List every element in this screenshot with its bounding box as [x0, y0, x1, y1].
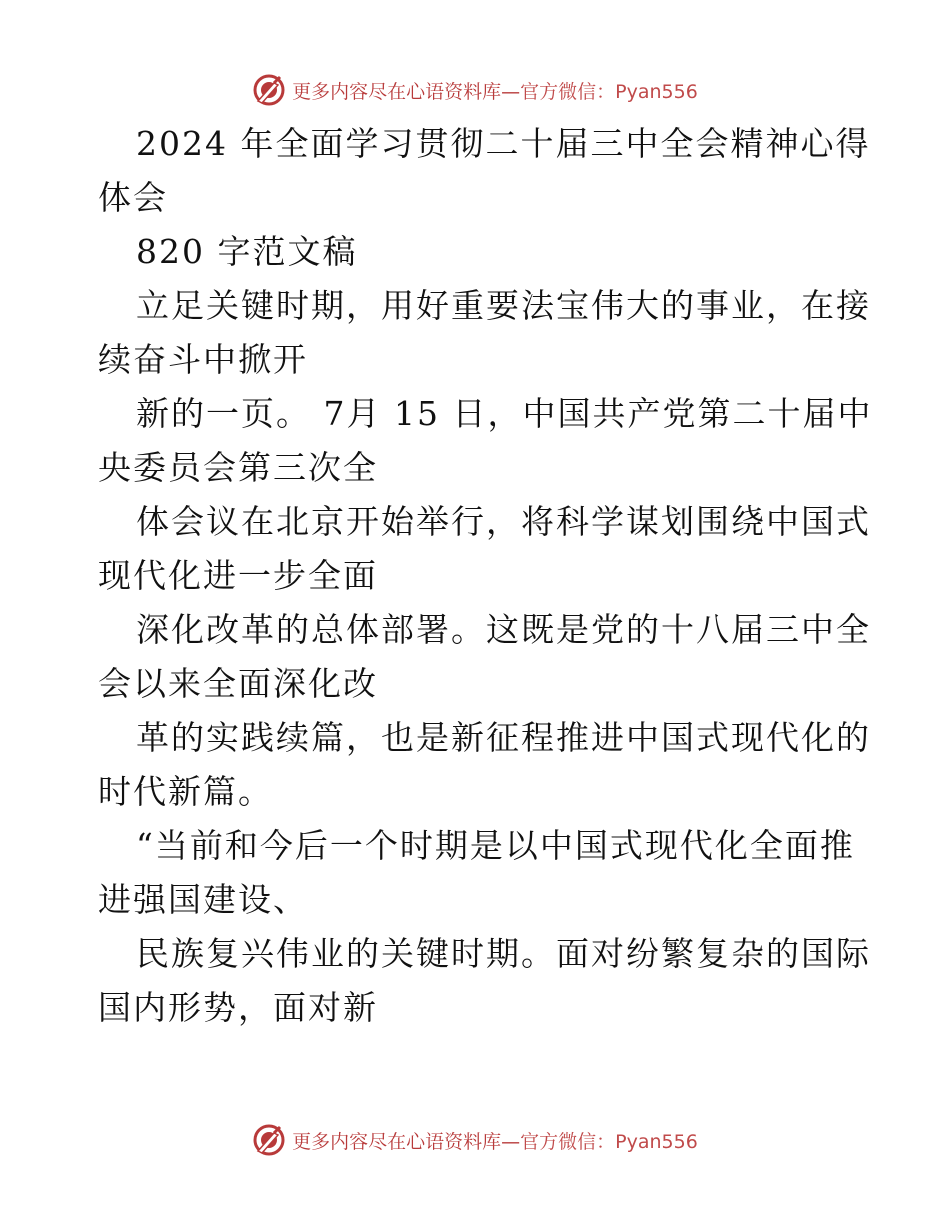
banner-text — [292, 1127, 698, 1154]
banner-text — [292, 77, 698, 104]
text-line: 会以来全面深化改 — [98, 664, 378, 703]
banner-main-text: 更多内容尽在心语资料库 — [292, 1130, 502, 1153]
text-line: 体会 — [98, 178, 168, 217]
text-line: 国内形势，面对新 — [98, 988, 378, 1027]
text-line: 央委员会第三次全 — [98, 448, 378, 487]
pen-logo-icon — [252, 73, 286, 107]
text-line: 革的实践续篇，也是新征程推进中国式现代化的 — [136, 718, 871, 757]
text-line: 体会议在北京开始举行，将科学谋划围绕中国式 — [136, 502, 871, 541]
text-line: 新的一页。 7月 15 日，中国共产党第二十届中 — [136, 394, 873, 433]
text-line: 续奋斗中掀开 — [98, 340, 308, 379]
text-line: 民族复兴伟业的关键时期。面对纷繁复杂的国际 — [136, 934, 871, 973]
text-line: 进强国建设、 — [98, 880, 308, 919]
text-line: 时代新篇。 — [98, 772, 273, 811]
text-line: 立足关键时期，用好重要法宝伟大的事业，在接 — [136, 286, 871, 325]
text-line: “当前和今后一个时期是以中国式现代化全面推 — [136, 826, 855, 865]
banner-main-text: 更多内容尽在心语资料库 — [292, 80, 502, 103]
banner-dash: — — [501, 80, 521, 103]
banner-dash: — — [501, 1130, 521, 1153]
footer-watermark-banner — [0, 1120, 950, 1160]
text-line: 现代化进一步全面 — [98, 556, 378, 595]
text-line: 820 字范文稿 — [136, 232, 358, 271]
banner-wechat-text: 官方微信：Pyan556 — [520, 80, 698, 103]
text-line: 深化改革的总体部署。这既是党的十八届三中全 — [136, 610, 871, 649]
banner-wechat-text: 官方微信：Pyan556 — [520, 1130, 698, 1153]
document-body — [98, 117, 873, 1035]
pen-logo-icon — [252, 1123, 286, 1157]
header-watermark-banner — [0, 70, 950, 110]
text-line: 2024 年全面学习贯彻二十届三中全会精神心得 — [136, 124, 871, 163]
